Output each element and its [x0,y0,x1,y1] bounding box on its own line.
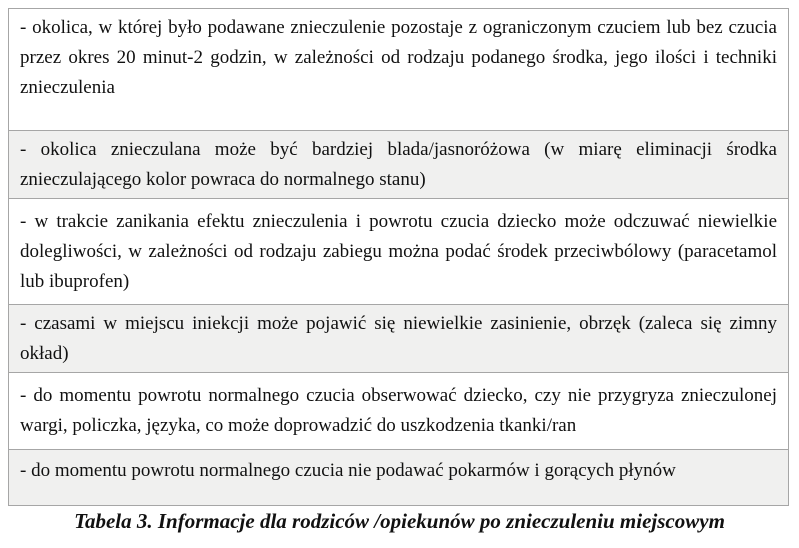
table-row [9,305,788,373]
row-text: - okolica znieczulana może być bardziej blada/jasnoróżowa (w miarę eliminacji środka znieczulającego kolor powraca do normalnego stanu) [20,139,777,190]
table-row [9,9,788,131]
table-row [9,450,788,505]
table-row [9,131,788,199]
info-table [8,8,789,506]
row-text: - do momentu powrotu normalnego czucia obserwować dziecko, czy nie przygryza znieczulonej wargi, policzka, języka, co może doprowadzić do uszkodzenia tkanki/ran [20,385,777,436]
row-text: - w trakcie zanikania efektu znieczulenia i powrotu czucia dziecko może odczuwać niewielkie dolegliwości, w zależności od rodzaju zabiegu można podać środek przeciwbólowy (paracetamol lub ibuprofen) [20,211,777,292]
table-caption: Tabela 3. Informacje dla rodziców /opiekunów po znieczuleniu miejscowym [74,509,725,533]
row-text: - do momentu powrotu normalnego czucia nie podawać pokarmów i gorących płynów [20,460,676,481]
table-row [9,199,788,305]
row-text: - okolica, w której było podawane znieczulenie pozostaje z ograniczonym czuciem lub bez czucia przez okres 20 minut-2 godzin, w zależności od rodzaju podanego środka, jego ilości i techniki znieczulenia [20,17,777,98]
row-text: - czasami w miejscu iniekcji może pojawić się niewielkie zasinienie, obrzęk (zaleca się zimny okład) [20,313,777,364]
table-row [9,373,788,450]
